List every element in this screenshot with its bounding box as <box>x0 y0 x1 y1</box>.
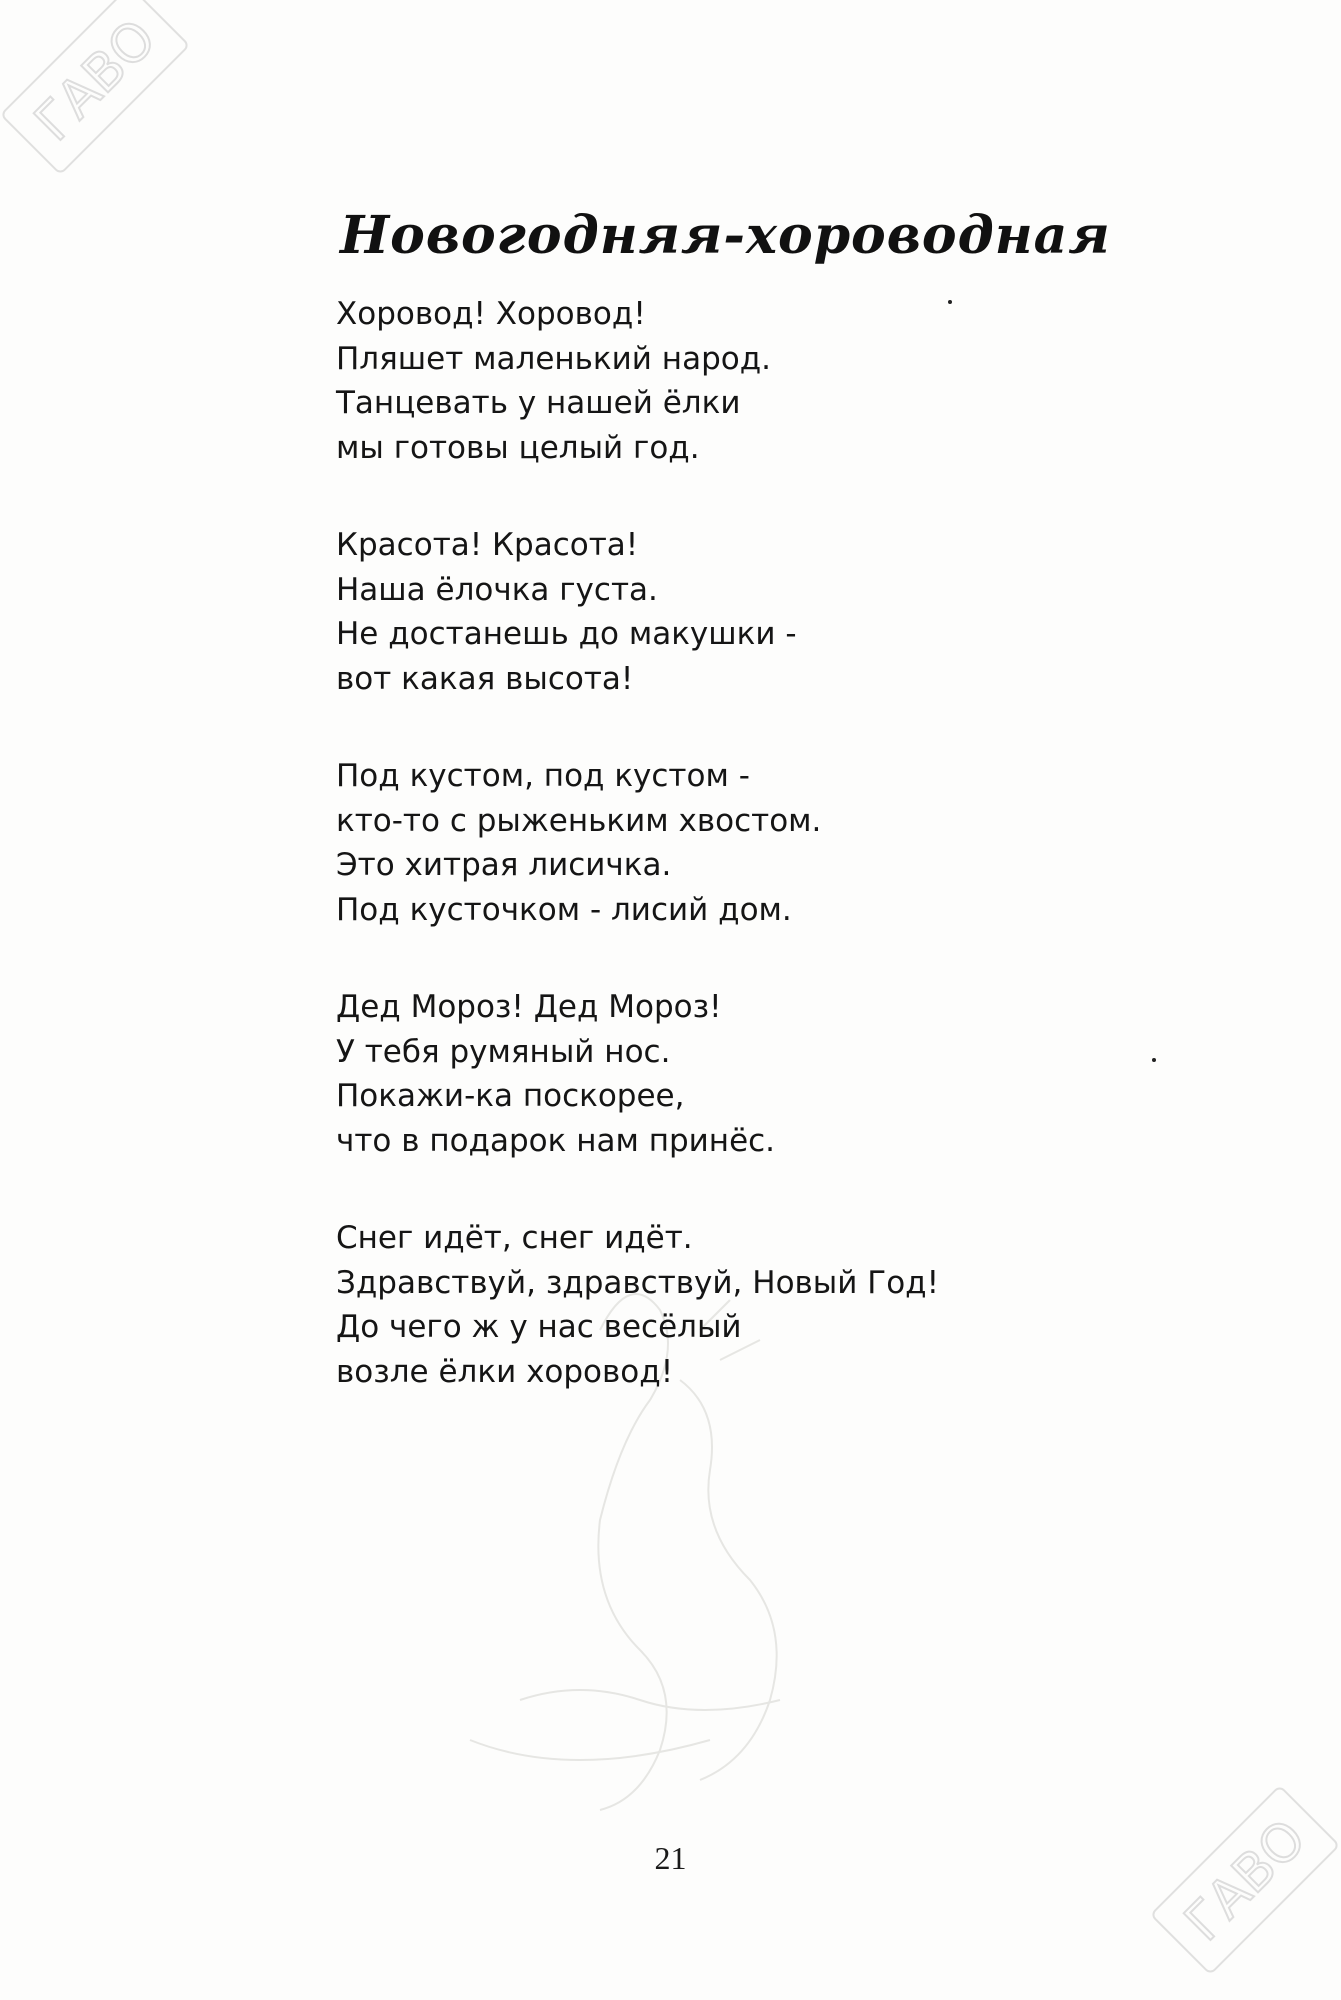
scan-speck <box>948 300 952 304</box>
poem-line: Дед Мороз! Дед Мороз! <box>336 989 722 1025</box>
archive-watermark-icon <box>1135 1770 1341 1989</box>
poem-line: Танцевать у нашей ёлки <box>336 385 741 421</box>
poem-line: Под кустом, под кустом - <box>336 758 750 794</box>
svg-text:ГАВО: ГАВО <box>23 8 168 153</box>
poem-line: Красота! Красота! <box>336 527 639 563</box>
archive-watermark-icon <box>0 0 205 190</box>
poem-line: Под кусточком - лисий дом. <box>336 891 792 928</box>
poem-line: вот какая высота! <box>336 660 634 697</box>
stanza <box>336 985 1056 1163</box>
poem-line: До чего ж у нас весёлый <box>336 1309 742 1345</box>
poem-line: Наша ёлочка густа. <box>336 571 658 608</box>
stanza <box>336 754 1056 932</box>
poem-line: мы готовы целый год. <box>336 429 700 466</box>
stanza <box>336 1216 1056 1394</box>
poem-line: Покажи-ка поскорее, <box>336 1078 685 1114</box>
poem-line: Здравствуй, здравствуй, Новый Год! <box>336 1264 940 1301</box>
svg-text:ГАВО: ГАВО <box>1173 1808 1318 1953</box>
poem-line: Пляшет маленький народ. <box>336 340 771 377</box>
poem-line: Снег идёт, снег идёт. <box>336 1220 693 1256</box>
poem-line: Хоровод! Хоровод! <box>336 296 646 332</box>
poem-line: Не достанешь до макушки - <box>336 616 797 652</box>
poem-title: Новогодняя-хороводная <box>340 204 1111 266</box>
poem-line: У тебя румяный нос. <box>336 1033 671 1070</box>
stanza <box>336 523 1056 701</box>
poem-line: Это хитрая лисичка. <box>336 847 672 883</box>
poem-body <box>336 292 1056 1447</box>
stanza <box>336 292 1056 470</box>
poem-line: кто-то с рыженьким хвостом. <box>336 802 822 839</box>
poem-line: что в подарок нам принёс. <box>336 1122 776 1159</box>
scan-speck <box>1152 1058 1156 1062</box>
page-number: 21 <box>654 1840 687 1876</box>
poem-line: возле ёлки хоровод! <box>336 1353 674 1390</box>
